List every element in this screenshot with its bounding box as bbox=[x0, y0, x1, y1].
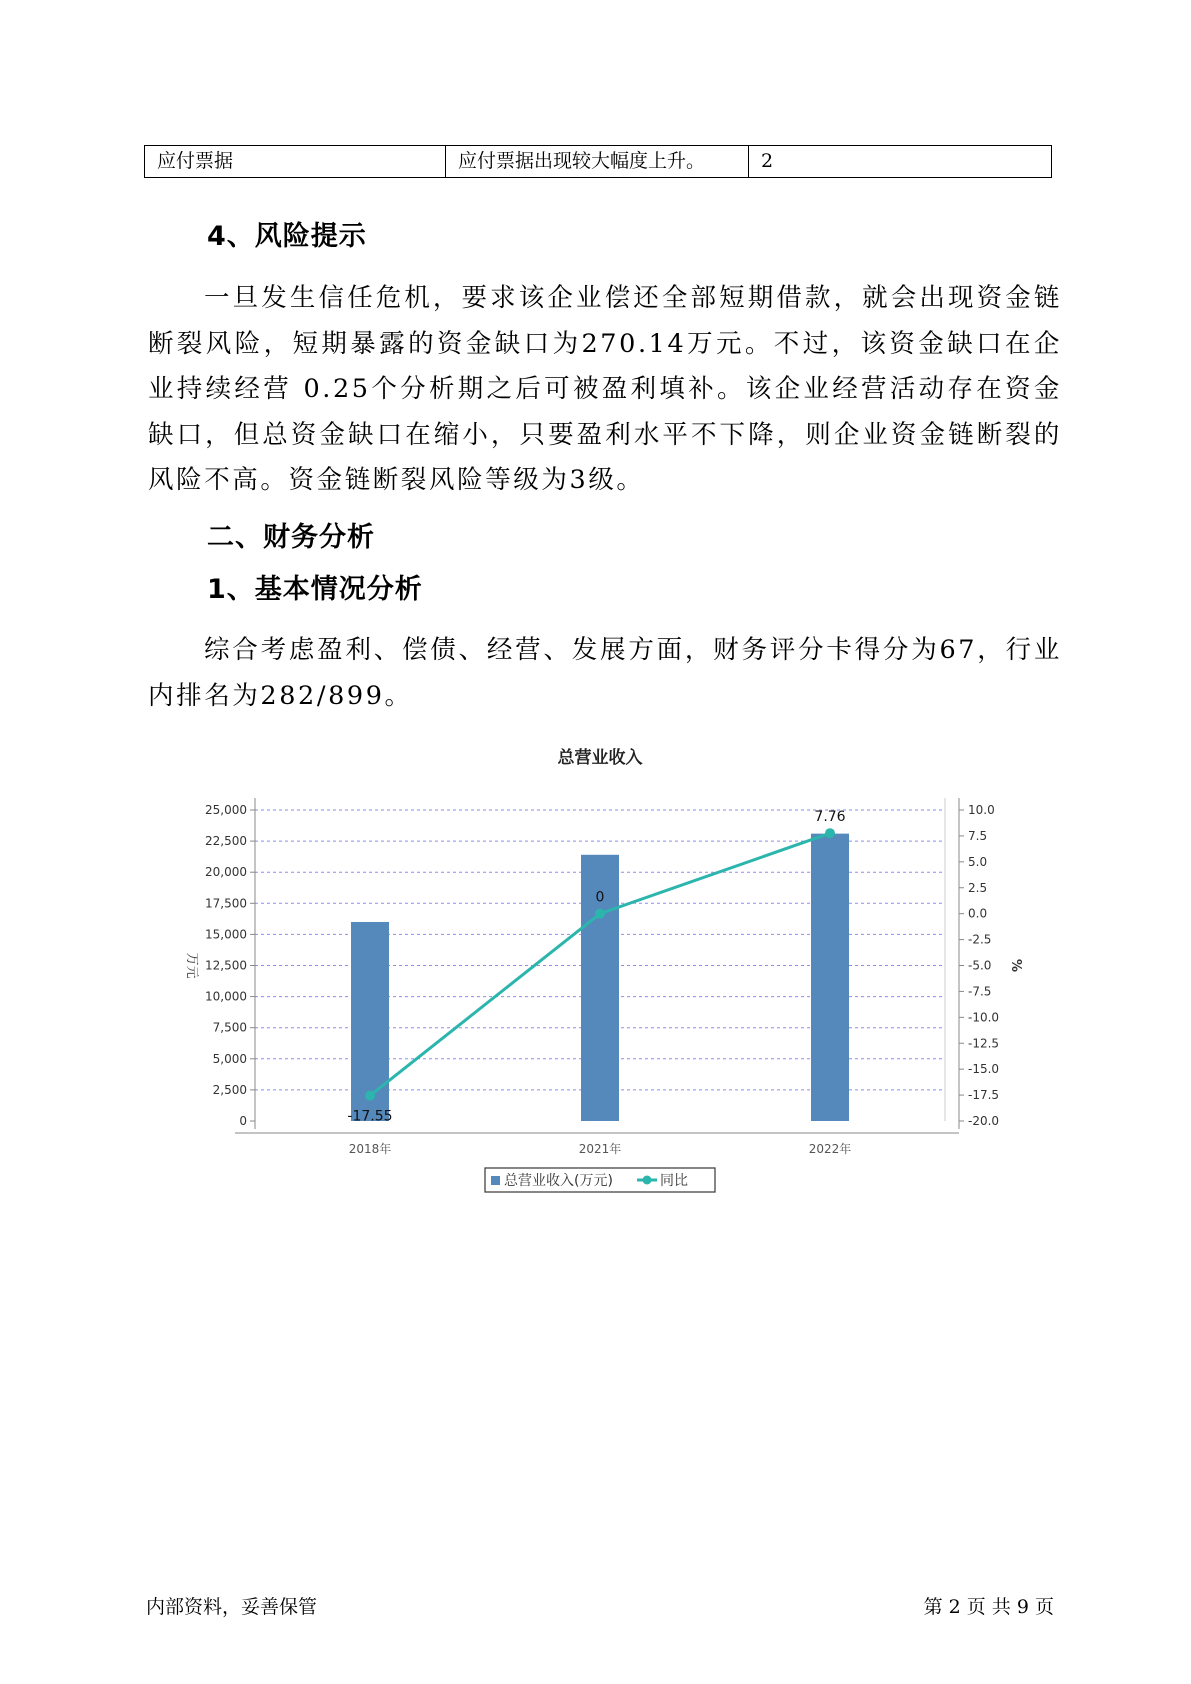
indicator-table bbox=[144, 145, 1052, 178]
y-tick-label: 10,000 bbox=[205, 989, 247, 1004]
y-tick-label: 12,500 bbox=[205, 958, 247, 973]
y2-tick-label: 2.5 bbox=[968, 880, 988, 895]
table-row bbox=[145, 146, 1052, 178]
y-tick-label: 20,000 bbox=[205, 865, 247, 880]
y-tick-label: 15,000 bbox=[205, 927, 247, 942]
legend-marker-yoy bbox=[643, 1176, 652, 1185]
y2-tick-label: -10.0 bbox=[968, 1010, 1000, 1025]
x-tick-label: 2018年 bbox=[348, 1142, 392, 1156]
table-cell-desc: 应付票据出现较大幅度上升。 bbox=[446, 146, 749, 178]
y-tick-label: 7,500 bbox=[212, 1020, 247, 1035]
y2-tick-label: 5.0 bbox=[968, 854, 988, 869]
y2-tick-label: 10.0 bbox=[968, 803, 995, 817]
x-tick-label: 2022年 bbox=[808, 1142, 852, 1156]
footer-confidential: 内部资料，妥善保管 bbox=[146, 1596, 318, 1618]
y2-tick-label: -2.5 bbox=[968, 932, 992, 947]
y2-tick-label: 7.5 bbox=[968, 828, 988, 843]
risk-heading: 4、风险提示 bbox=[207, 221, 367, 252]
finance-paragraph: 综合考虑盈利、偿债、经营、发展方面，财务评分卡得分为67，行业内排名为282/899。 bbox=[148, 635, 1062, 711]
basic-analysis-heading: 1、基本情况分析 bbox=[207, 574, 423, 605]
y-tick-label: 0 bbox=[239, 1114, 247, 1128]
y-axis-label: 万元 bbox=[184, 952, 199, 979]
table-cell-value: 2 bbox=[749, 146, 1052, 178]
yoy-point bbox=[595, 909, 605, 919]
yoy-data-label: -17.55 bbox=[347, 1108, 393, 1125]
y-tick-label: 2,500 bbox=[212, 1082, 247, 1097]
revenue-bar bbox=[811, 834, 849, 1121]
legend-swatch-revenue bbox=[491, 1176, 500, 1185]
risk-paragraph: 一旦发生信任危机，要求该企业偿还全部短期借款，就会出现资金链断裂风险，短期暴露的资金缺口为270.14万元。不过，该资金缺口在企业持续经营 0.25个分析期之后可被盈利填补。该企业经营活动存在资金缺口，但总资金缺口在缩小，只要盈利水平不下降，则企业资金链断裂的风险不高。资金链断裂风险等级为3级。 bbox=[148, 283, 1062, 495]
yoy-data-label: 7.76 bbox=[814, 809, 846, 826]
y2-tick-label: -15.0 bbox=[968, 1062, 1000, 1077]
table-cell-item: 应付票据 bbox=[145, 146, 446, 178]
footer-page-number: 第 2 页 共 9 页 bbox=[923, 1596, 1054, 1618]
y2-tick-label: -7.5 bbox=[968, 984, 992, 999]
yoy-point bbox=[365, 1091, 375, 1101]
yoy-data-label: 0 bbox=[595, 889, 605, 906]
revenue-chart-svg bbox=[180, 740, 1060, 1200]
yoy-point bbox=[825, 828, 835, 838]
y2-tick-label: -12.5 bbox=[968, 1036, 1000, 1051]
y2-axis-label: % bbox=[1008, 958, 1023, 973]
x-tick-label: 2021年 bbox=[578, 1142, 622, 1156]
finance-heading: 二、财务分析 bbox=[207, 522, 375, 553]
legend-label-yoy: 同比 bbox=[660, 1173, 688, 1189]
y2-tick-label: -5.0 bbox=[968, 958, 992, 973]
y2-tick-label: -20.0 bbox=[968, 1114, 1000, 1128]
y2-tick-label: 0.0 bbox=[968, 906, 988, 921]
y-tick-label: 5,000 bbox=[212, 1051, 247, 1066]
chart-title: 总营业收入 bbox=[557, 748, 643, 768]
y2-tick-label: -17.5 bbox=[968, 1088, 1000, 1103]
y-tick-label: 25,000 bbox=[205, 803, 247, 817]
revenue-chart bbox=[180, 740, 1060, 1200]
y-tick-label: 17,500 bbox=[205, 896, 247, 911]
y-tick-label: 22,500 bbox=[205, 834, 247, 849]
legend-label-revenue: 总营业收入(万元) bbox=[504, 1173, 613, 1189]
